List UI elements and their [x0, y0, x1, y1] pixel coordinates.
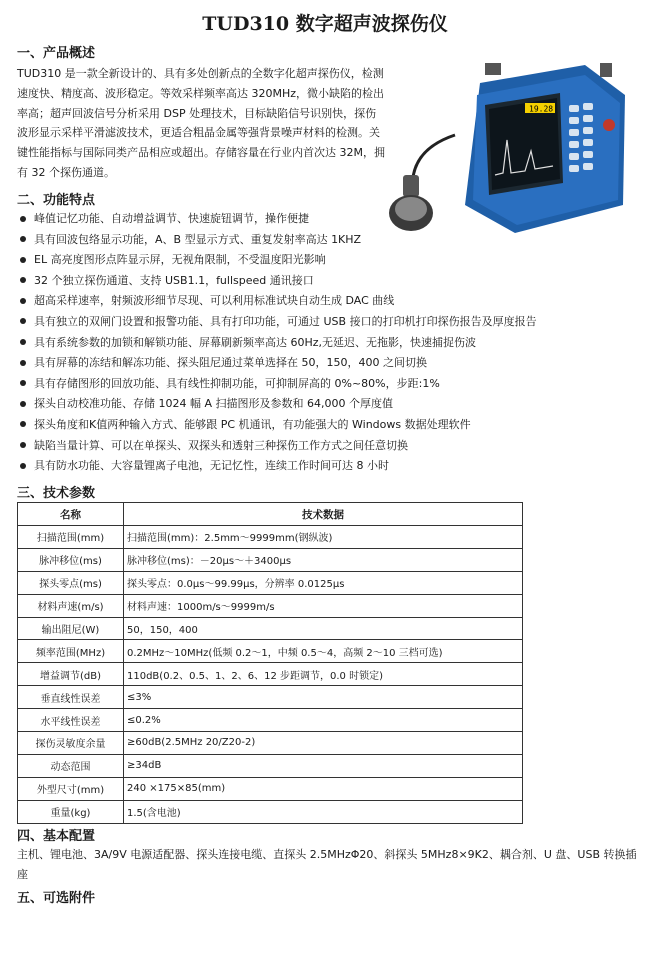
feature-text: EL 高亮度图形点阵显示屏，无视角限制，不受温度阳光影响	[34, 253, 326, 267]
spec-name-cell: 探头零点(ms)	[18, 571, 124, 594]
spec-name-cell: 水平线性误差	[18, 709, 124, 732]
spec-table	[17, 502, 523, 824]
section-heading-options: 五、可选附件	[17, 891, 96, 906]
bullet-icon	[20, 442, 26, 448]
spec-header-data: 技术数据	[124, 503, 523, 526]
feature-text: 超高采样速率，射频波形细节尽现、可以利用标准试块自动生成 DAC 曲线	[34, 294, 395, 308]
feature-text: 具有存储图形的回放功能、具有线性抑制功能，可抑制屏高的 0%~80%，步距:1%	[34, 376, 440, 390]
feature-text: 具有回波包络显示功能，A、B 型显示方式、重复发射率高达 1KHZ	[34, 232, 362, 246]
spec-name-cell: 探伤灵敏度余量	[18, 732, 124, 755]
bullet-icon	[20, 257, 26, 263]
table-row	[18, 686, 523, 709]
feature-item	[17, 353, 637, 374]
feature-text: 峰值记忆功能、自动增益调节、快速旋钮调节，操作便捷	[34, 212, 309, 225]
spec-name-cell: 扫描范围(mm)	[18, 526, 124, 549]
spec-value-cell: 240 ×175×85(mm)	[124, 777, 523, 800]
feature-text: 具有屏幕的冻结和解冻功能、探头阻尼通过菜单选择在 50，150，400 之间切换	[34, 356, 427, 370]
table-row	[18, 548, 523, 571]
spec-value-cell: 0.2MHz～10MHz(低频 0.2～1，中频 0.5～4，高频 2～10 三档可选)	[124, 640, 523, 663]
spec-value-cell: ≤0.2%	[124, 709, 523, 732]
feature-item	[17, 312, 637, 333]
feature-item	[17, 415, 637, 436]
feature-item	[17, 209, 637, 230]
table-row	[18, 709, 523, 732]
feature-list	[17, 209, 637, 477]
section-heading-config: 四、基本配置	[17, 829, 96, 844]
spec-name-cell: 外型尺寸(mm)	[18, 777, 124, 800]
spec-table-header	[18, 503, 523, 526]
bullet-icon	[20, 277, 26, 283]
config-paragraph: 主机、锂电池、3A/9V 电源适配器、探头连接电缆、直探头 2.5MHzΦ20、斜探头 5MHz8×9K2、耦合剂、U 盘、USB 转换插座	[17, 848, 637, 881]
feature-text: 具有防水功能、大容量锂离子电池，无记忆性，连续工作时间可达 8 小时	[34, 459, 389, 473]
spec-name-cell: 输出阻尼(W)	[18, 617, 124, 640]
overview-paragraph: TUD310 是一款全新设计的、具有多处创新点的全数字化超声探伤仪，检测速度快、精度高、波形稳定。等效采样频率高达 320MHz，微小缺陷的检出率高；超声回波信号分析采用 DSP 处理技术，目标缺陷信号识别快，探伤波形显示采样平滑滤波技术，更适合粗晶金属等强背景噪声材料的检测。关键性能指标与国际同类产品相应或超出。存储容量在行业内首次达 32M，拥有 32 个探伤通道。	[17, 67, 385, 179]
page-title: TUD310 数字超声波探伤仪	[202, 13, 448, 35]
spec-value-cell: ≥34dB	[124, 754, 523, 777]
spec-value-cell: ≤3%	[124, 686, 523, 709]
spec-name-cell: 增益调节(dB)	[18, 663, 124, 686]
bullet-icon	[20, 216, 26, 222]
table-row	[18, 732, 523, 755]
section-heading-overview: 一、产品概述	[17, 46, 96, 61]
spec-value-cell: 材料声速：1000m/s～9999m/s	[124, 594, 523, 617]
spec-name-cell: 材料声速(m/s)	[18, 594, 124, 617]
spec-value-cell: 110dB(0.2、0.5、1、2、6、12 步距调节，0.0 时锁定)	[124, 663, 523, 686]
feature-text: 具有系统参数的加锁和解锁功能、屏幕刷新频率高达 60Hz,无延迟、无拖影，快速捕捉伤波	[34, 335, 477, 349]
bullet-icon	[20, 380, 26, 386]
spec-name-cell: 垂直线性误差	[18, 686, 124, 709]
spec-header-name: 名称	[18, 503, 124, 526]
table-row	[18, 571, 523, 594]
feature-text: 32 个独立探伤通道、支持 USB1.1，fullspeed 通讯接口	[34, 273, 314, 287]
table-row	[18, 617, 523, 640]
feature-item	[17, 456, 637, 477]
device-body	[465, 63, 625, 233]
bullet-icon	[20, 360, 26, 366]
spec-name-cell: 重量(kg)	[18, 800, 124, 823]
bullet-icon	[20, 339, 26, 345]
feature-item	[17, 333, 637, 354]
spec-value-cell: 50，150，400	[124, 617, 523, 640]
feature-text: 探头角度和K值两种输入方式、能够跟 PC 机通讯，有功能强大的 Windows 数据处理软件	[34, 417, 471, 431]
table-row	[18, 754, 523, 777]
section-heading-features: 二、功能特点	[17, 193, 96, 208]
table-row	[18, 594, 523, 617]
spec-value-cell: ≥60dB(2.5MHz 20/Z20-2)	[124, 732, 523, 755]
spec-value-cell: 扫描范围(mm)：2.5mm～9999mm(钢纵波)	[124, 526, 523, 549]
spec-value-cell: 探头零点：0.0μs～99.99μs，分辨率 0.0125μs	[124, 571, 523, 594]
screen-reading: 19.28	[529, 104, 554, 114]
feature-text: 探头自动校准功能、存储 1024 幅 A 扫描图形及参数和 64,000 个厚度值	[34, 397, 393, 411]
bullet-icon	[20, 401, 26, 407]
table-row	[18, 663, 523, 686]
table-row	[18, 640, 523, 663]
spec-name-cell: 脉冲移位(ms)	[18, 548, 124, 571]
feature-item	[17, 291, 637, 312]
bullet-icon	[20, 421, 26, 427]
feature-item	[17, 230, 637, 251]
bullet-icon	[20, 236, 26, 242]
bullet-icon	[20, 318, 26, 324]
table-row	[18, 777, 523, 800]
spec-value-cell: 1.5(含电池)	[124, 800, 523, 823]
bullet-icon	[20, 463, 26, 469]
spec-name-cell: 频率范围(MHz)	[18, 640, 124, 663]
spec-name-cell: 动态范围	[18, 754, 124, 777]
feature-item	[17, 271, 637, 292]
feature-text: 具有独立的双闸门设置和报警功能、具有打印功能，可通过 USB 接口的打印机打印探伤报告及厚度报告	[34, 314, 537, 328]
feature-item	[17, 250, 637, 271]
bullet-icon	[20, 298, 26, 304]
table-row	[18, 800, 523, 823]
feature-item	[17, 436, 637, 457]
spec-value-cell: 脉冲移位(ms)：－20μs～＋3400μs	[124, 548, 523, 571]
feature-text: 缺陷当量计算、可以在单探头、双探头和透射三种探伤工作方式之间任意切换	[34, 438, 408, 452]
feature-item	[17, 374, 637, 395]
table-row	[18, 526, 523, 549]
feature-item	[17, 394, 637, 415]
section-heading-specs: 三、技术参数	[17, 486, 96, 501]
